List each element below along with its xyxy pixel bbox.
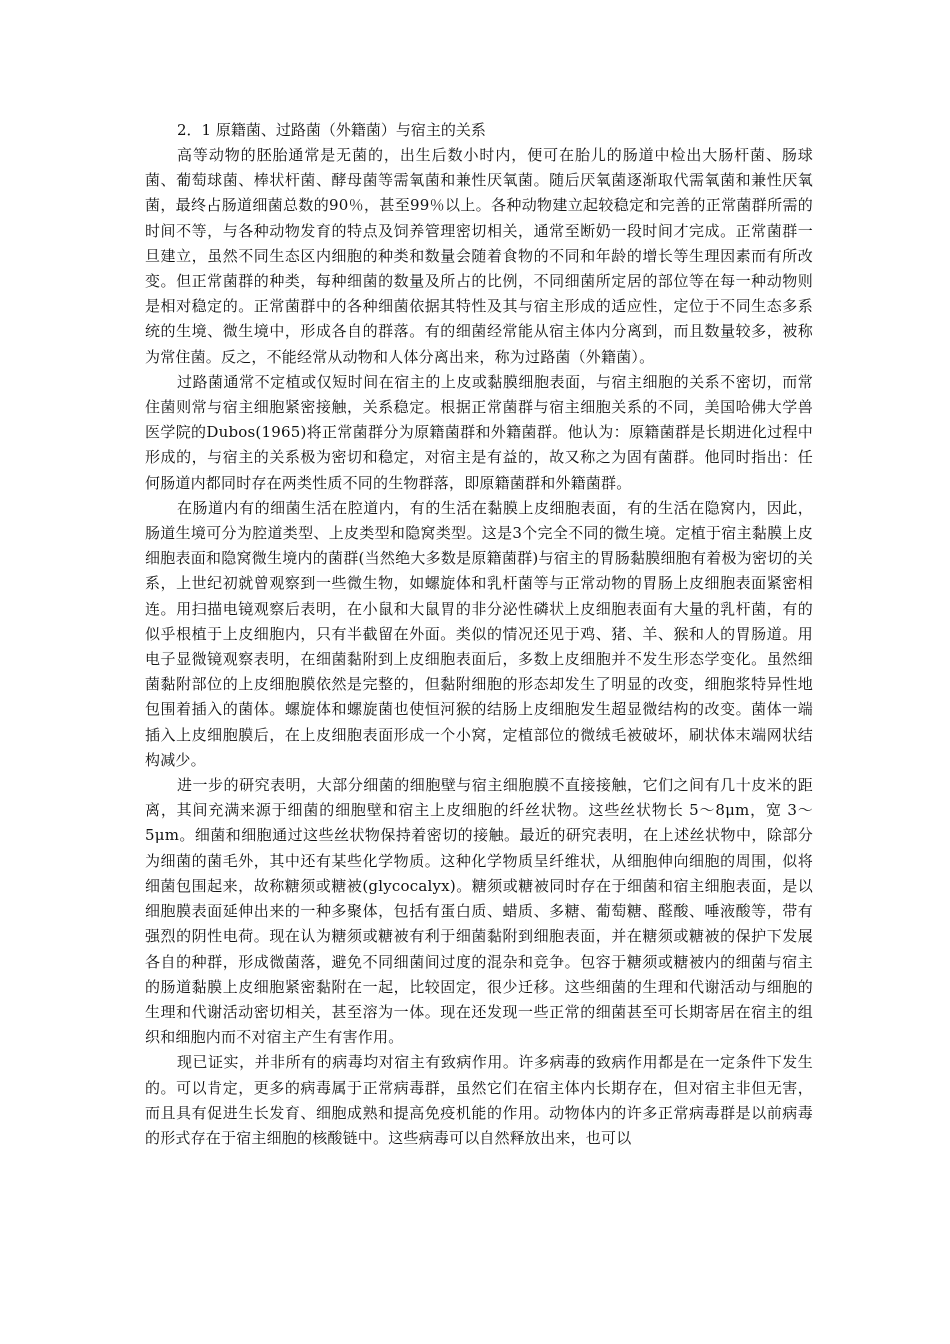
paragraph-transient-vs-resident: 过路菌通常不定植或仅短时间在宿主的上皮或黏膜细胞表面，与宿主细胞的关系不密切，而常住菌则常与宿主细胞紧密接触，关系稳定。根据正常菌群与宿主细胞关系的不同，美国哈佛大学兽医学院的Dubos(1965)将正常菌群分为原籍菌群和外籍菌群。他认为：原籍菌群是长期进化过程中形成的，与宿主的关系极为密切和稳定，对宿主是有益的，故又称之为固有菌群。他同时指出：任何肠道内都同时存在两类性质不同的生物群落，即原籍菌群和外籍菌群。 [145, 372, 813, 492]
paragraph-glycocalyx: 进一步的研究表明，大部分细菌的细胞壁与宿主细胞膜不直接接触，它们之间有几十皮米的距离，其间充满来源于细菌的细胞壁和宿主上皮细胞的纤丝状物。这些丝状物长 5～8μm，宽 3～5μm。细菌和细胞通过这些丝状物保持着密切的接触。最近的研究表明，在上述丝状物中，除部分为细菌的菌毛外，其中还有某些化学物质。这种化学物质呈纤维状，从细胞伸向细胞的周围，似将细菌包围起来，故称糖须或糖被(glycocalyx)。糖须或糖被同时存在于细菌和宿主细胞表面，是以细胞膜表面延伸出来的一种多聚体，包括有蛋白质、蜡质、多糖、葡萄糖、醛酸、唾液酸等，带有强烈的阴性电荷。现在认为糖须或糖被有利于细菌黏附到细胞表面，并在糖须或糖被的保护下发展各自的种群，形成微菌落，避免不同细菌间过度的混杂和竞争。包容于糖须或糖被内的细菌与宿主的肠道黏膜上皮细胞紧密黏附在一起，比较固定，很少迁移。这些细菌的生理和代谢活动与细胞的生理和代谢活动密切相关，甚至溶为一体。现在还发现一些正常的细菌甚至可长期寄居在宿主的组织和细胞内而不对宿主产生有害作用。 [145, 776, 813, 1047]
paragraph-normal-viruses: 现已证实，并非所有的病毒均对宿主有致病作用。许多病毒的致病作用都是在一定条件下发生的。可以肯定，更多的病毒属于正常病毒群，虽然它们在宿主体内长期存在，但对宿主非但无害，而且具有促进生长发育、细胞成熟和提高免疫机能的作用。动物体内的许多正常病毒群是以前病毒的形式存在于宿主细胞的核酸链中。这些病毒可以自然释放出来，也可以 [145, 1053, 813, 1147]
paragraph-intestinal-habitats: 在肠道内有的细菌生活在腔道内，有的生活在黏膜上皮细胞表面，有的生活在隐窝内，因此，肠道生境可分为腔道类型、上皮类型和隐窝类型。这是3个完全不同的微生境。定植于宿主黏膜上皮细胞表面和隐窝微生境内的菌群(当然绝大多数是原籍菌群)与宿主的胃肠黏膜细胞有着极为密切的关系，上世纪初就曾观察到一些微生物，如螺旋体和乳杆菌等与正常动物的胃肠上皮细胞表面紧密相连。用扫描电镜观察后表明，在小鼠和大鼠胃的非分泌性磷状上皮细胞表面有大量的乳杆菌，有的似乎根植于上皮细胞内，只有半截留在外面。类似的情况还见于鸡、猪、羊、猴和人的胃肠道。用电子显微镜观察表明，在细菌黏附到上皮细胞表面后，多数上皮细胞并不发生形态学变化。虽然细菌黏附部位的上皮细胞膜依然是完整的，但黏附细胞的形态却发生了明显的改变，细胞浆特异性地包围着插入的菌体。螺旋体和螺旋菌也使恒河猴的结肠上皮细胞发生超显微结构的改变。菌体一端插入上皮细胞膜后，在上皮细胞表面形成一个小窝，定植部位的微绒毛被破坏，刷状体末端网状结构减少。 [145, 498, 813, 769]
section-heading: 2．1 原籍菌、过路菌（外籍菌）与宿主的关系 [177, 121, 486, 139]
document-page [145, 118, 813, 1151]
paragraph-normal-flora-establishment: 高等动物的胚胎通常是无菌的，出生后数小时内，便可在胎儿的肠道中检出大肠杆菌、肠球菌、葡萄球菌、棒状杆菌、酵母菌等需氧菌和兼性厌氧菌。随后厌氧菌逐渐取代需氧菌和兼性厌氧菌，最终占肠道细菌总数的90％，甚至99％以上。各种动物建立起较稳定和完善的正常菌群所需的时间不等，与各种动物发育的特点及饲养管理密切相关，通常至断奶一段时间才完成。正常菌群一旦建立，虽然不同生态区内细胞的种类和数量会随着食物的不同和年龄的增长等生理因素而有所改变。但正常菌群的种类，每种细菌的数量及所占的比例，不同细菌所定居的部位等在每一种动物则是相对稳定的。正常菌群中的各种细菌依据其特性及其与宿主形成的适应性，定位于不同生态多系统的生境、微生境中，形成各自的群落。有的细菌经常能从宿主体内分离到，而且数量较多，被称为常住菌。反之，不能经常从动物和人体分离出来，称为过路菌（外籍菌）。 [145, 146, 813, 366]
